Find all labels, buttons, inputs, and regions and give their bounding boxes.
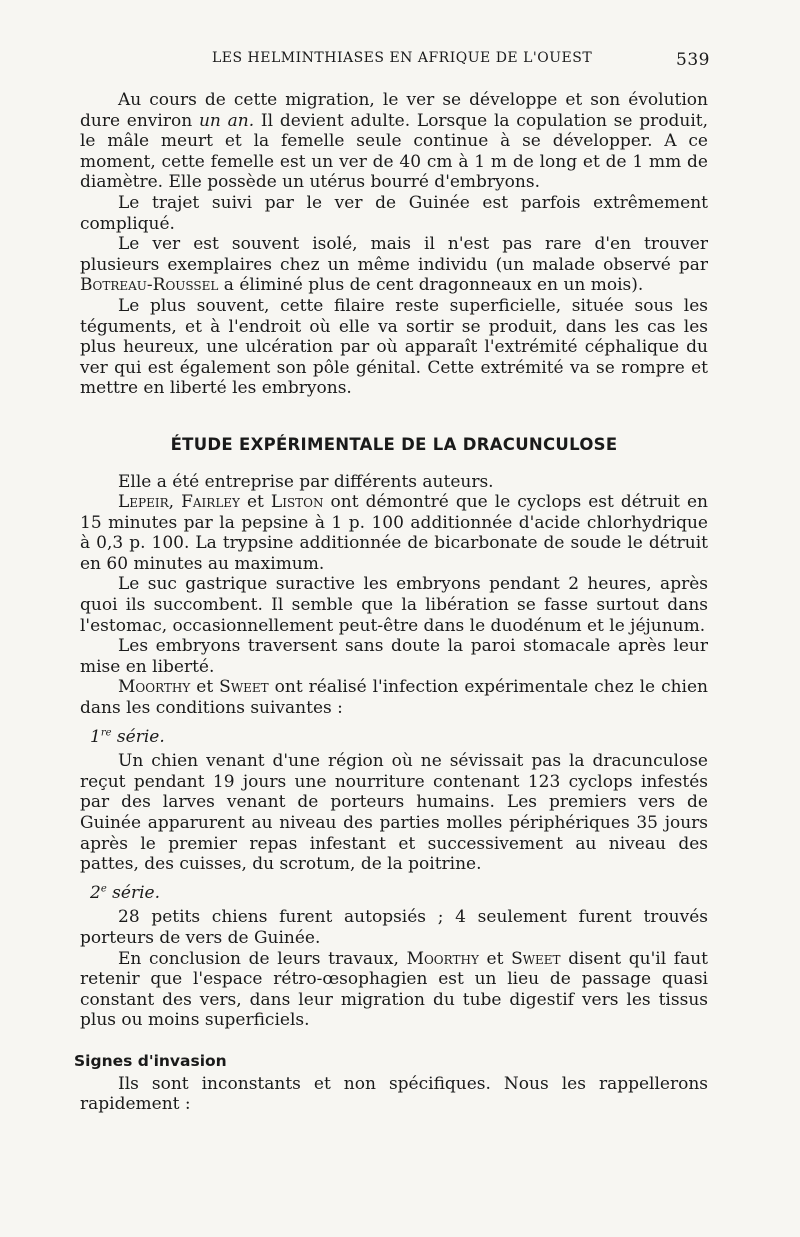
paragraph-2: Le trajet suivi par le ver de Guinée est parfois extrêmement compliqué. bbox=[80, 192, 708, 234]
paragraph-11: 28 petits chiens furent autopsiés ; 4 seulement furent trouvés porteurs de vers de Guinée. bbox=[80, 907, 708, 948]
running-title: LES HELMINTHIASES EN AFRIQUE DE L'OUEST bbox=[212, 50, 593, 66]
ordinal-suffix: re bbox=[100, 726, 112, 738]
paragraph-10: Un chien venant d'une région où ne sévissait pas la dracunculose reçut pendant 19 jours une nourriture contenant 123 cyclops infestés par des larves venant de porteurs humains. Les premiers vers de Guinée apparurent au niveau des parties molles périphériques 35 jours après le premier repas infestant et successivement au niveau des pattes, des cuisses, du scrotum, de la poitrine. bbox=[80, 751, 708, 875]
paragraph-4: Le plus souvent, cette filaire reste superficielle, située sous les téguments, et à l'endroit où elle va sortir se produit, dans les cas les plus heureux, une ulcération par où apparaît l'extrémité céphalique du ver qui est également son pôle génital. Cette extrémité va se rompre et mettre en liberté les embryons. bbox=[80, 295, 708, 399]
paragraph-text: ont réalisé l'infection expérimentale chez le chien dans les conditions suivantes : bbox=[80, 677, 709, 719]
author-name: Fairley bbox=[181, 492, 240, 513]
author-name: Sweet bbox=[219, 677, 269, 698]
serie-number: 1 bbox=[90, 726, 101, 747]
serie-word: série. bbox=[106, 882, 160, 903]
paragraph-text: En conclusion de leurs travaux, bbox=[118, 948, 407, 969]
paragraph-1 bbox=[80, 90, 708, 193]
paragraph-text: a éliminé plus de cent dragonneaux en un mois). bbox=[218, 275, 644, 296]
paragraph-12 bbox=[80, 949, 708, 1031]
paragraph-6 bbox=[80, 492, 708, 574]
author-name: Moorthy bbox=[118, 677, 191, 698]
author-name: Botreau-Roussel bbox=[80, 275, 219, 296]
paragraph-5: Elle a été entreprise par différents auteurs. bbox=[118, 471, 494, 492]
author-name: Lepeir bbox=[118, 492, 169, 513]
ordinal-suffix: e bbox=[100, 883, 107, 895]
paragraph-text: disent qu'il faut retenir que l'espace rétro-œsophagien est un lieu de passage quasi constant des vers, dans leur migration du tube digestif vers les tissus plus ou moins superficiels. bbox=[80, 948, 708, 1031]
paragraph-7: Le suc gastrique suractive les embryons pendant 2 heures, après quoi ils succombent. Il semble que la libération se fasse surtout dans l'estomac, occasionnellement peut-être dans le duodénum et le jéjunum. bbox=[80, 574, 708, 636]
paragraph-text: Le ver est souvent isolé, mais il n'est pas rare d'en trouver plusieurs exemplaires chez un même individu (un malade observé par bbox=[80, 234, 708, 275]
separator: et bbox=[190, 677, 220, 698]
separator: et bbox=[239, 492, 271, 513]
emphasis: un an. bbox=[198, 110, 255, 131]
serie-number: 2 bbox=[90, 882, 101, 903]
page-number: 539 bbox=[676, 50, 710, 70]
author-name: Moorthy bbox=[406, 948, 479, 969]
subheading: Signes d'invasion bbox=[74, 1051, 227, 1070]
serie-2-label bbox=[90, 883, 708, 904]
separator: et bbox=[478, 948, 512, 969]
serie-word: série. bbox=[111, 726, 165, 747]
author-name: Liston bbox=[270, 492, 324, 513]
paragraph-text: Au cours de cette migration, le ver se développe et son évolution dure environ bbox=[80, 90, 708, 131]
separator: , bbox=[168, 492, 182, 513]
paragraph-9 bbox=[80, 677, 708, 718]
serie-1-label bbox=[90, 727, 708, 748]
paragraph-13: Ils sont inconstants et non spécifiques. Nous les rappellerons rapidement : bbox=[80, 1073, 708, 1115]
page-body bbox=[74, 90, 709, 1115]
paragraph-text: ont démontré que le cyclops est détruit en 15 minutes par la pepsine à 1 p. 100 additionnée d'acide chlorhydrique à 0,3 p. 100. La trypsine additionnée de bicarbonate de soude le détruit en 60 minutes au maximum. bbox=[80, 492, 708, 574]
paragraph-3 bbox=[80, 234, 708, 296]
author-name: Sweet bbox=[511, 948, 561, 969]
paragraph-8: Les embryons traversent sans doute la paroi stomacale après leur mise en liberté. bbox=[80, 636, 708, 677]
paragraph-text: Il devient adulte. Lorsque la copulation se produit, le mâle meurt et la femelle seule continue à se développer. A ce moment, cette femelle est un ver de 40 cm à 1 m de long et de 1 mm de diamètre. Elle possède un utérus bourré d'embryons. bbox=[80, 110, 708, 193]
section-heading: ÉTUDE EXPÉRIMENTALE DE LA DRACUNCULOSE bbox=[170, 434, 618, 454]
